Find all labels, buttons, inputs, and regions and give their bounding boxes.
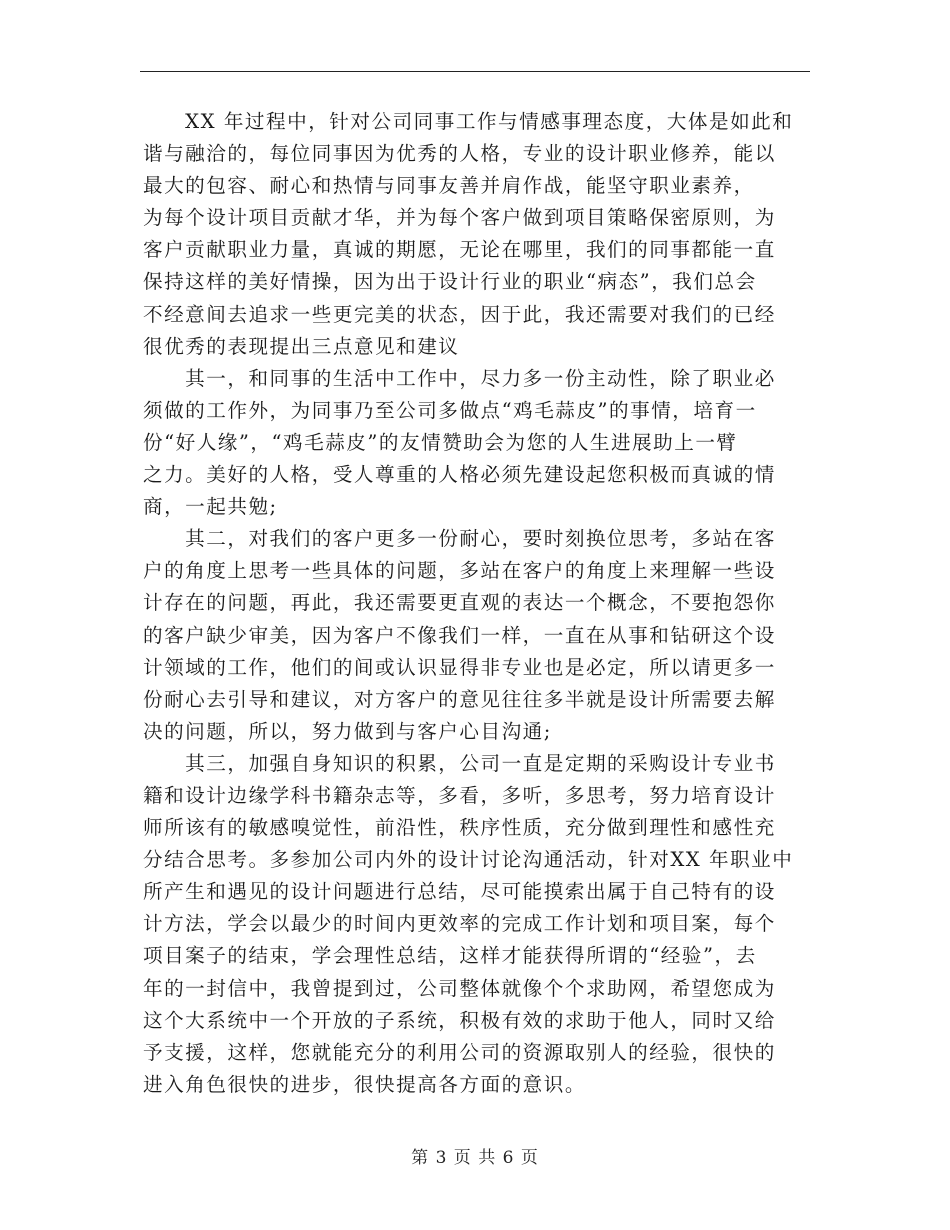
text-line: 师所该有的敏感嗅觉性，前沿性，秩序性质，充分做到理性和感性充 <box>143 816 776 840</box>
text-line: 不经意间去追求一些更完美的状态，因于此，我还需要对我们的已经 <box>143 302 776 326</box>
text-line: 其三，加强自身知识的积累，公司一直是定期的采购设计专业书 <box>143 751 776 775</box>
text-line: 保持这样的美好情操，因为出于设计行业的职业“病态”，我们总会 <box>143 270 757 294</box>
text-line: 所产生和遇见的设计问题进行总结，尽可能摸索出属于自己特有的设 <box>143 880 776 904</box>
text-line: 很优秀的表现提出三点意见和建议 <box>143 334 460 358</box>
text-line: 籍和设计边缘学科书籍杂志等，多看，多听，多思考，努力培育设计 <box>143 783 776 807</box>
text-line: 份“好人缘”，“鸡毛蒜皮”的友情赞助会为您的人生进展助上一臂 <box>143 430 738 454</box>
header-rule <box>140 71 810 72</box>
text-line: 商，一起共勉; <box>143 495 278 519</box>
page-number-footer: 第 3 页 共 6 页 <box>411 1148 539 1168</box>
text-line: 份耐心去引导和建议，对方客户的意见往往多半就是设计所需要去解 <box>143 687 776 711</box>
text-line: 最大的包容、耐心和热情与同事友善并肩作战，能坚守职业素养， <box>143 174 755 198</box>
text-line: 其一，和同事的生活中工作中，尽力多一份主动性，除了职业必 <box>143 366 776 390</box>
text-line: 予支援，这样，您就能充分的利用公司的资源取别人的经验，很快的 <box>143 1040 776 1064</box>
text-line: XX 年过程中，针对公司同事工作与情感事理态度，大体是如此和 <box>143 110 794 133</box>
text-line: 计存在的问题，再此，我还需要更直观的表达一个概念，不要抱怨你 <box>143 591 776 615</box>
text-line: 须做的工作外，为同事乃至公司多做点“鸡毛蒜皮”的事情，培育一 <box>143 398 757 422</box>
text-line: 之力。美好的人格，受人尊重的人格必须先建设起您积极而真诚的情 <box>143 463 776 487</box>
text-line: 分结合思考。多参加公司内外的设计讨论沟通活动，针对XX 年职业中 <box>143 848 794 872</box>
text-line: 进入角色很快的进步，很快提高各方面的意识。 <box>143 1072 586 1096</box>
body-text <box>143 106 803 1101</box>
text-line: 计领域的工作，他们的间或认识显得非专业也是必定，所以请更多一 <box>143 655 776 679</box>
text-line: 决的问题，所以，努力做到与客户心目沟通; <box>143 719 552 743</box>
text-line: 年的一封信中，我曾提到过，公司整体就像个个求助网，希望您成为 <box>143 976 776 1000</box>
text-line: 其二，对我们的客户更多一份耐心，要时刻换位思考，多站在客 <box>143 527 776 551</box>
text-line: 计方法，学会以最少的时间内更效率的完成工作计划和项目案，每个 <box>143 912 776 936</box>
text-line: 为每个设计项目贡献才华，并为每个客户做到项目策略保密原则，为 <box>143 206 776 230</box>
text-line: 项目案子的结束，学会理性总结，这样才能获得所谓的“经验”，去 <box>143 944 757 968</box>
text-line: 客户贡献职业力量，真诚的期愿，无论在哪里，我们的同事都能一直 <box>143 238 776 262</box>
text-line: 的客户缺少审美，因为客户不像我们一样，一直在从事和钻研这个设 <box>143 623 776 647</box>
text-line: 谐与融洽的，每位同事因为优秀的人格，专业的设计职业修养，能以 <box>143 142 776 166</box>
text-line: 户的角度上思考一些具体的问题，多站在客户的角度上来理解一些设 <box>143 559 776 583</box>
text-line: 这个大系统中一个开放的子系统，积极有效的求助于他人，同时又给 <box>143 1008 776 1032</box>
